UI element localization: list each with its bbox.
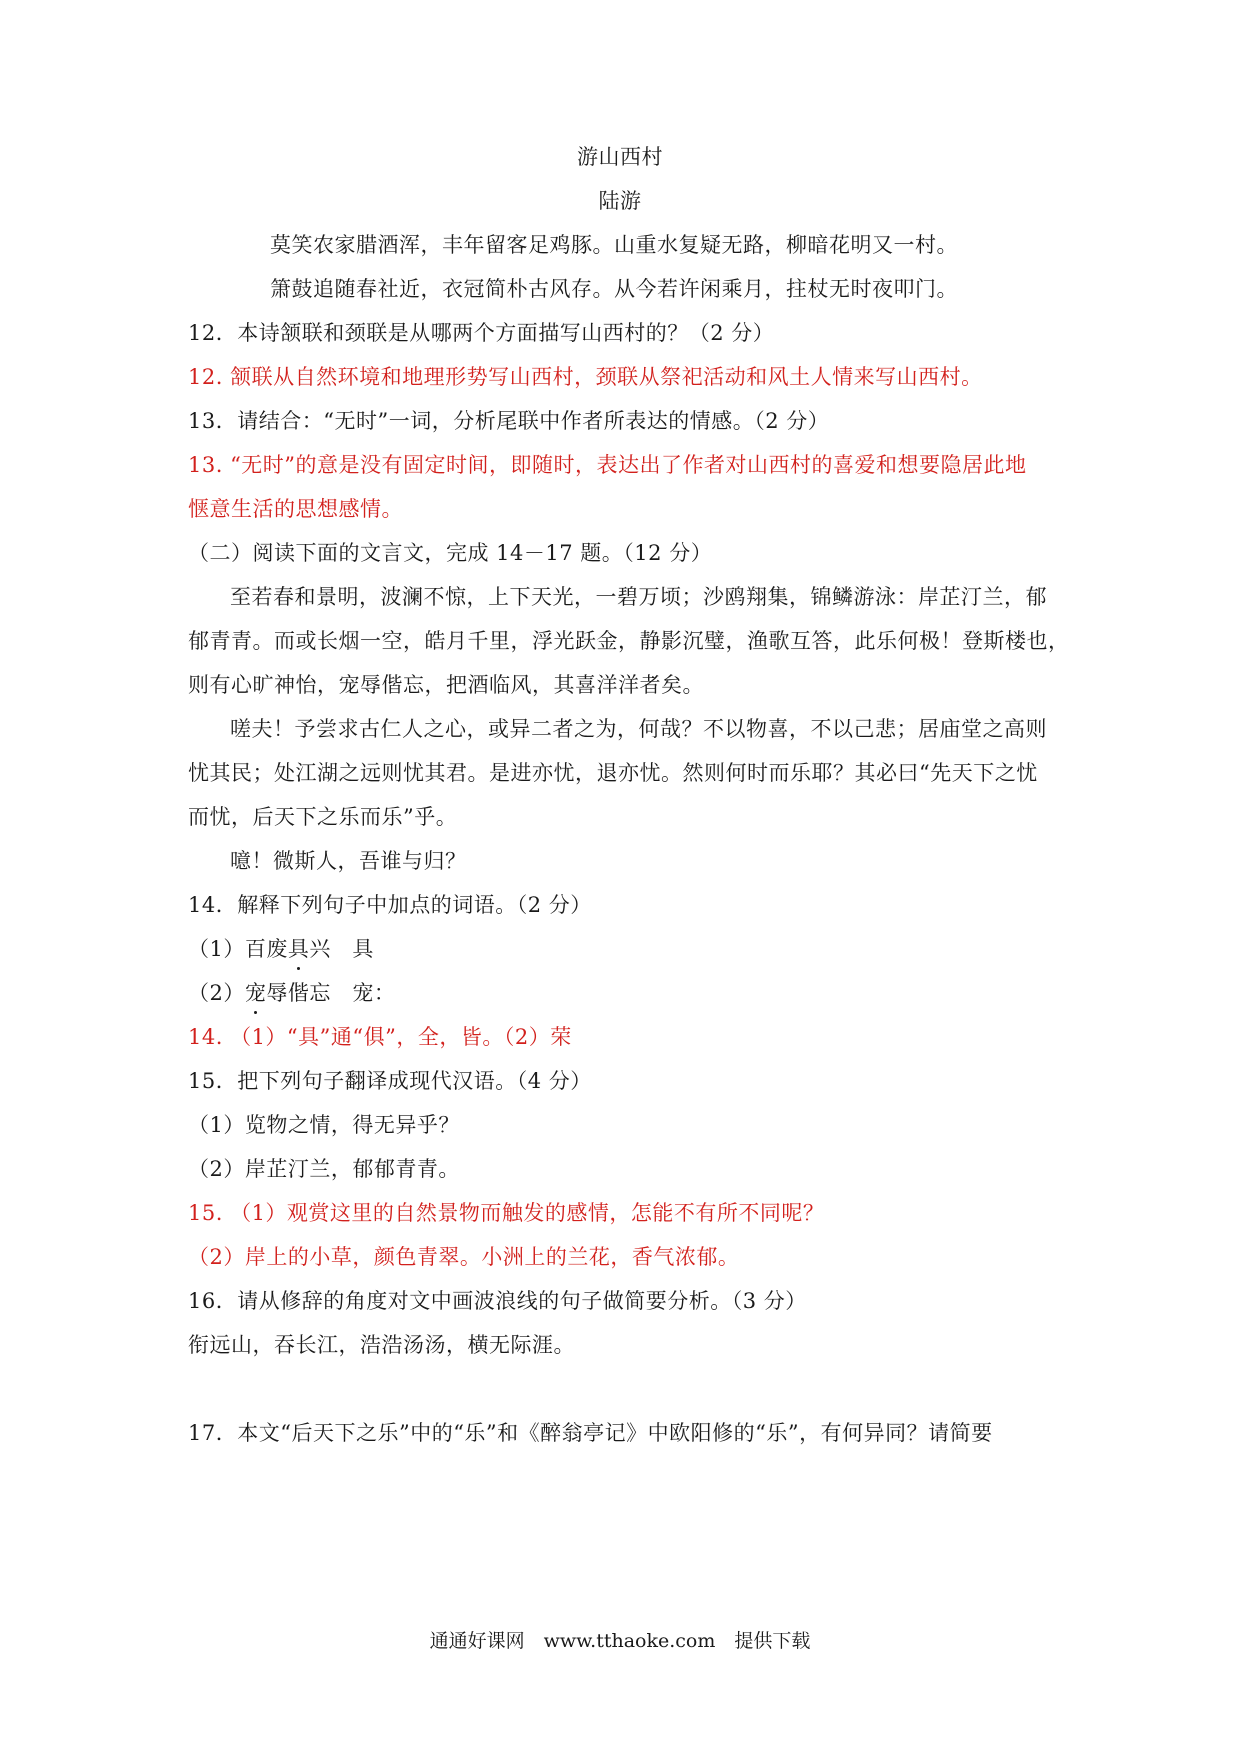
answer-13-line-2: 惬意生活的思想感情。 xyxy=(188,497,403,521)
question-16: 16．请从修辞的角度对文中画波浪线的句子做简要分析。（3 分） xyxy=(188,1289,807,1313)
item-1-suffix: 兴 具 xyxy=(309,937,374,961)
question-15-item-1: （1）览物之情，得无异乎？ xyxy=(188,1113,460,1137)
passage-p1-line-2: 郁青青。而或长烟一空，皓月千里，浮光跃金，静影沉璧，渔歌互答，此乐何极！登斯楼也， xyxy=(188,629,1070,653)
passage-p1-line-1: 至若春和景明，波澜不惊，上下天光，一碧万顷；沙鸥翔集，锦鳞游泳：岸芷汀兰，郁 xyxy=(230,585,1047,609)
answer-15-line-2: （2）岸上的小草，颜色青翠。小洲上的兰花，香气浓郁。 xyxy=(188,1245,740,1269)
passage-p2-line-1: 嗟夫！予尝求古仁人之心，或异二者之为，何哉？不以物喜，不以己悲；居庙堂之高则 xyxy=(230,717,1047,741)
emphasized-word-ju: 具 xyxy=(288,934,310,964)
item-2-prefix: （2） xyxy=(188,981,245,1005)
answer-14: 14. （1）“具”通“俱”，全，皆。（2）荣 xyxy=(188,1025,572,1049)
question-14-item-2 xyxy=(188,978,395,1008)
passage-p1-line-3: 则有心旷神怡，宠辱偕忘，把酒临风，其喜洋洋者矣。 xyxy=(188,673,704,697)
question-14: 14．解释下列句子中加点的词语。（2 分） xyxy=(188,893,592,917)
passage-p3-line-1: 噫！微斯人，吾谁与归？ xyxy=(230,849,467,873)
item-1-prefix: （1）百废 xyxy=(188,937,288,961)
question-14-item-1 xyxy=(188,934,374,964)
question-15: 15．把下列句子翻译成现代汉语。（4 分） xyxy=(188,1069,592,1093)
answer-15-line-1: 15. （1）观赏这里的自然景物而触发的感情，怎能不有所不同呢？ xyxy=(188,1201,825,1225)
question-13: 13．请结合：“无时”一词，分析尾联中作者所表达的情感。（2 分） xyxy=(188,409,830,433)
passage-p2-line-3: 而忧，后天下之乐而乐”乎。 xyxy=(188,805,458,829)
poem-author: 陆游 xyxy=(598,189,642,213)
section-2-heading: （二）阅读下面的文言文，完成 14－17 题。（12 分） xyxy=(188,541,713,565)
page-footer: 通通好课网 www.tthaoke.com 提供下载 xyxy=(429,1630,811,1652)
poem-line-1: 莫笑农家腊酒浑，丰年留客足鸡豚。山重水复疑无路，柳暗花明又一村。 xyxy=(270,233,958,257)
answer-12: 12. 颔联从自然环境和地理形势写山西村，颈联从祭祀活动和风土人情来写山西村。 xyxy=(188,365,983,389)
poem-line-2: 箫鼓追随春社近，衣冠简朴古风存。从今若许闲乘月，拄杖无时夜叩门。 xyxy=(270,277,958,301)
answer-13-line-1: 13. “无时”的意是没有固定时间，即随时，表达出了作者对山西村的喜爱和想要隐居此地 xyxy=(188,453,1027,477)
question-17: 17．本文“后天下之乐”中的“乐”和《醉翁亭记》中欧阳修的“乐”，有何异同？请简要 xyxy=(188,1421,993,1445)
item-2-suffix: 辱偕忘 宠： xyxy=(266,981,396,1005)
question-15-item-2: （2）岸芷汀兰，郁郁青青。 xyxy=(188,1157,460,1181)
emphasized-word-chong: 宠 xyxy=(245,978,267,1008)
question-12: 12．本诗颔联和颈联是从哪两个方面描写山西村的？（2 分） xyxy=(188,321,775,345)
passage-p2-line-2: 忧其民；处江湖之远则忧其君。是进亦忧，退亦忧。然则何时而乐耶？其必曰“先天下之忧 xyxy=(188,761,1038,785)
question-16-sentence: 衔远山，吞长江，浩浩汤汤，横无际涯。 xyxy=(188,1333,575,1357)
poem-title: 游山西村 xyxy=(577,145,663,169)
